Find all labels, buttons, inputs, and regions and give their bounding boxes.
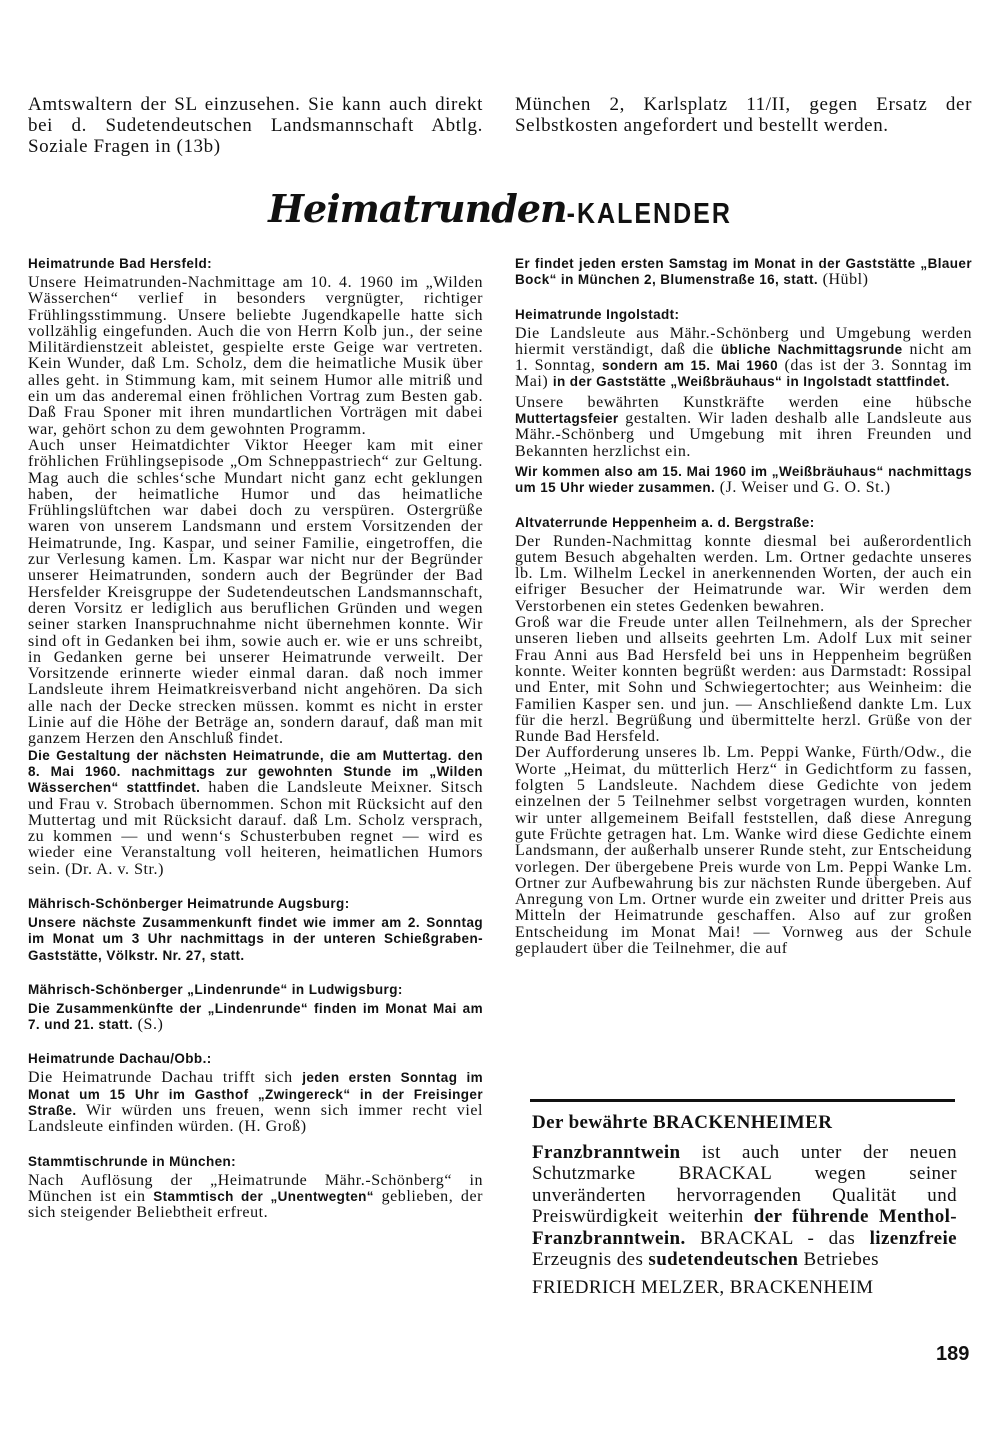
paragraph: [28, 1173, 483, 1222]
section-heading: Heimatrunde Ingolstadt:: [515, 306, 680, 322]
bold-text: Franzbranntwein: [532, 1141, 681, 1163]
bold-text: der führende Menthol-Franzbranntwein.: [532, 1206, 957, 1249]
text: Erzeugnis des: [532, 1249, 649, 1270]
paragraph: [515, 745, 972, 957]
text: Betriebes: [798, 1249, 879, 1270]
ad-headline: [532, 1112, 957, 1134]
page-title: [0, 186, 1000, 231]
bold-text: Er findet jeden ersten Samstag im Monat in der Gaststätte „Blauer Bock“ in München 2, Blumenstraße 16, statt.: [515, 256, 972, 288]
advertisement: [532, 1112, 957, 1298]
paragraph: [515, 464, 972, 497]
bold-text: Wir kommen also am 15. Mai 1960 im „Weißbräuhaus“ nachmittags um 15 Uhr wieder zusammen.: [515, 463, 972, 496]
text: Wir würden uns freuen, wenn sich immer recht viel Landsleute einfinden würden. (H. Groß): [28, 1102, 483, 1136]
bold-text: Unsere nächste Zusammenkunft findet wie immer am 2. Sonntag im Monat um 3 Uhr nachmittags in der unteren Schießgraben-Gaststätte, Völkstr. Nr. 27, statt.: [28, 914, 483, 963]
paragraph: [515, 256, 972, 289]
paragraph: [515, 615, 972, 745]
top-right-text: München 2, Karlsplatz 11/II, gegen Ersatz der Selbstkosten angefordert und bestellt werden.: [515, 94, 972, 136]
paragraph: [28, 438, 483, 748]
text: (S.): [133, 1016, 164, 1034]
ad-headline-brand: BRACKENHEIMER: [652, 1112, 833, 1133]
bold-text: in der Gaststätte „Weißbräuhaus“ in Ingolstadt stattfindet.: [552, 374, 950, 390]
bold-text: lizenzfreie: [869, 1227, 957, 1249]
paragraph: [28, 1070, 483, 1135]
text: BRACKAL - das: [685, 1227, 870, 1249]
text: Unsere Heimatrunden-Nachmittage am 10. 4. 1960 im „Wilden Wässerchen“ verlief in besonders vergnügter, richtiger Frühlingsstimmung. Unsere beliebte Jugendkapelle hatte sich vollzählig eingefunden. Auch die von Herrn Kolb jun., der seine Militärdienstzeit ableistet, gespielte erste Geige war vertreten. Kein Wunder, daß Lm. Scholz, dem die heimatliche Musik über alles geht. in Stimmung kam, mit seinem Humor alle mitriß und ein um das anderemal einen fröhlichen Vortrag zum Besten gab. Daß Frau Sponer mit ihren mundartlichen Vorträgen mit dabei war, gehört schon zu dem gewohnten Programm.: [28, 274, 483, 438]
ad-headline-part: Der bewährte: [532, 1112, 653, 1133]
text: Unsere bewährten Kunstkräfte werden eine hübsche: [515, 393, 972, 411]
text: ist auch unter der neuen Schutzmarke BRACKAL wegen seiner unveränderten hervorragenden Qualität und Preiswürdigkeit weiterhin: [532, 1141, 957, 1227]
text: (J. Weiser und G. O. St.): [715, 479, 891, 497]
page-number: 189: [936, 1343, 970, 1365]
bold-text: Muttertagsfeier: [515, 411, 619, 427]
bold-text: Stammtisch der „Unentwegten“: [153, 1188, 374, 1204]
bold-text: sondern am 15. Mai 1960: [601, 358, 778, 374]
text: Der Runden-Nachmittag konnte diesmal bei außerordentlich gutem Besuch abgehalten werden. Lm. Ortner gedachte unseres lb. Lm. Wilhelm Leckel in anerkennenden Worten, der auch ein eifriger Besucher der Heimatrunde war. Wir werden dem Verstorbenen ein stetes Gedenken bewahren.: [515, 532, 972, 615]
text: Der Aufforderung unseres lb. Lm. Peppi Wanke, Fürth/Odw., die Worte „Heimat, du mütterlich Herz“ in Gedichtform zu fassen, folgten 5 Landsleute. Nachdem diese Gedichte von jedem einzelnen der 5 Teilnehmer selbst vorgetragen wurden, konnten wir unter allgemeinem Beifall feststellen, daß diese Anregung gute Früchte getragen hat. Lm. Wanke wird diese Gedichte einem Landsmann, der außerhalb unserer Runde steht, zur Entscheidung vorlegen. Der übergebene Preis wurde von Lm. Peppi Wanke Lm. Ortner zur Aufbewahrung bis zur nächsten Runde übergeben. Auf Anregung von Lm. Ortner wurde ein zweiter und dritter Preis aus Mitteln der Heimatrunde geschaffen. Also auf zur großen Entscheidung im Monat Mai! — Vornweg aus der Schule geplaudert über die Teilnehmer, die auf: [515, 744, 972, 957]
bold-text: übliche Nachmittagsrunde: [720, 341, 903, 357]
bold-text: Die Zusammenkünfte der „Lindenrunde“ finden im Monat Mai am 7. und 21. statt.: [28, 1000, 483, 1033]
paragraph: [28, 915, 483, 964]
text: haben die Landsleute Meixner. Sitsch und Frau v. Strobach übernommen. Schon mit Rücksicht auf den Muttertag und mit Rücksicht darauf. daß Lm. Scholz versprach, zu kommen — und wenn‘s Schusterbuben regnet — wird es wieder eine Veranstaltung voll heiteren, heimatlichen Humors sein. (Dr. A. v. Str.): [28, 779, 484, 878]
text: Auch unser Heimatdichter Viktor Heeger kam mit einer fröhlichen Frühlingsepisode „Om Schneppastriech“ zur Geltung. Mag auch die schles‘sche Mundart nicht ganz echt geklungen haben, der heimatliche Humor und das heimatliche Frühlingslüftchen war dabei doch zu verspüren. Ostergrüße waren von unserem Landsmann und erstem Vorsitzenden der Heimatrunde, Ing. Kaspar, und seiner Familie, eingetroffen, die zur Verlesung kamen. Lm. Kaspar war nicht nur der Begründer unserer Heimatrunden, sondern auch der Begründer der Bad Hersfelder Kreisgruppe der Sudetendeutschen Landsmannschaft, deren Vorsitz er lediglich aus beruflichen Gründen und wegen seiner starken Inanspruchnahme nicht übernehmen konnte. Wir sind oft in Gedanken bei ihm, sowie auch er. wie er uns schreibt, in Gedanken gerne bei unserer Heimatrunde verweilt. Der Vorsitzende erinnerte wieder einmal daran. daß noch immer Landsleute ihrem Heimatkreisverband nicht angehören. Da sich alle nach der Decke strecken müssen. kommt es nicht in erster Linie auf die Höhe der Beträge an, sondern darauf, daß man mit ganzem Herzen den Anschluß findet.: [28, 436, 483, 748]
bold-text: Die Gestaltung der nächsten Heimatrunde, die am Muttertag. den 8. Mai 1960. nachmittags zur gewohnten Stunde im „Wilden Wässerchen“ stattfindet.: [28, 747, 483, 796]
title-script: Heimatrunden: [268, 186, 567, 231]
section-heading: Stammtischrunde in München:: [28, 1153, 237, 1169]
left-column: [28, 256, 483, 1222]
text: (das ist der 3. Sonntag im Mai): [515, 357, 973, 391]
top-left-text: Amtswaltern der SL einzusehen. Sie kann auch direkt bei d. Sudetendeutschen Landsmannschaft Abtlg. Soziale Fragen in (13b): [28, 94, 483, 157]
text: nicht am 1. Sonntag,: [515, 340, 972, 375]
title-caps: -KALENDER: [566, 197, 732, 231]
section-heading: Mährisch-Schönberger Heimatrunde Augsburg:: [28, 895, 350, 911]
text: gestalten. Wir laden deshalb alle Landsleute aus Mähr.-Schönberg und Umgebung mit ihren Freunden und Bekannten herzlichst ein.: [515, 410, 972, 460]
text: Die Landsleute aus Mähr.-Schönberg und Umgebung werden hiermit verständigt, daß die: [515, 324, 972, 358]
paragraph: [515, 534, 972, 615]
paragraph: [515, 395, 972, 460]
bold-text: sudetendeutschen: [648, 1249, 799, 1270]
ad-divider: [530, 1099, 955, 1102]
right-column: [515, 256, 972, 957]
text: geblieben, der sich steigender Beliebtheit erfreut.: [28, 1187, 484, 1222]
paragraph: [28, 748, 483, 878]
text: Nach Auflösung der „Heimatrunde Mähr.-Schönberg“ in München ist ein: [28, 1171, 483, 1205]
section-heading: Altvaterrunde Heppenheim a. d. Bergstraße:: [515, 514, 815, 530]
bold-text: jeden ersten Sonntag im Monat um 15 Uhr im Gasthof „Zwingereck“ in der Freisinger Straße.: [28, 1070, 483, 1119]
text: Die Heimatrunde Dachau trifft sich: [28, 1069, 303, 1087]
ad-body: [532, 1142, 957, 1271]
paragraph: [28, 275, 483, 438]
section-heading: Mährisch-Schönberger „Lindenrunde“ in Ludwigsburg:: [28, 981, 403, 997]
ad-signature: FRIEDRICH MELZER, BRACKENHEIM: [532, 1276, 874, 1298]
text: Groß war die Freude unter allen Teilnehmern, als der Sprecher unseren lieben und allseits geehrten Lm. Adolf Lux mit seiner Frau Anni aus Bad Hersfeld bei uns in Heppenheim begrüßen konnte. Weiter konnten begrüßt werden: aus Darmstadt: Rossipal und Enter, mit Sohn und Schwiegertochter; aus Weinheim: die Familien Kasper sen. und jun. — Anschließend dankte Lm. Lux für die herzl. Begrüßung und übermittelte herzl. Grüße von der Runde Bad Hersfeld.: [515, 614, 972, 746]
paragraph: [28, 1001, 483, 1034]
section-heading: Heimatrunde Dachau/Obb.:: [28, 1051, 212, 1067]
section-heading: Heimatrunde Bad Hersfeld:: [28, 256, 213, 271]
text: (Hübl): [818, 271, 869, 289]
paragraph: [515, 326, 972, 391]
